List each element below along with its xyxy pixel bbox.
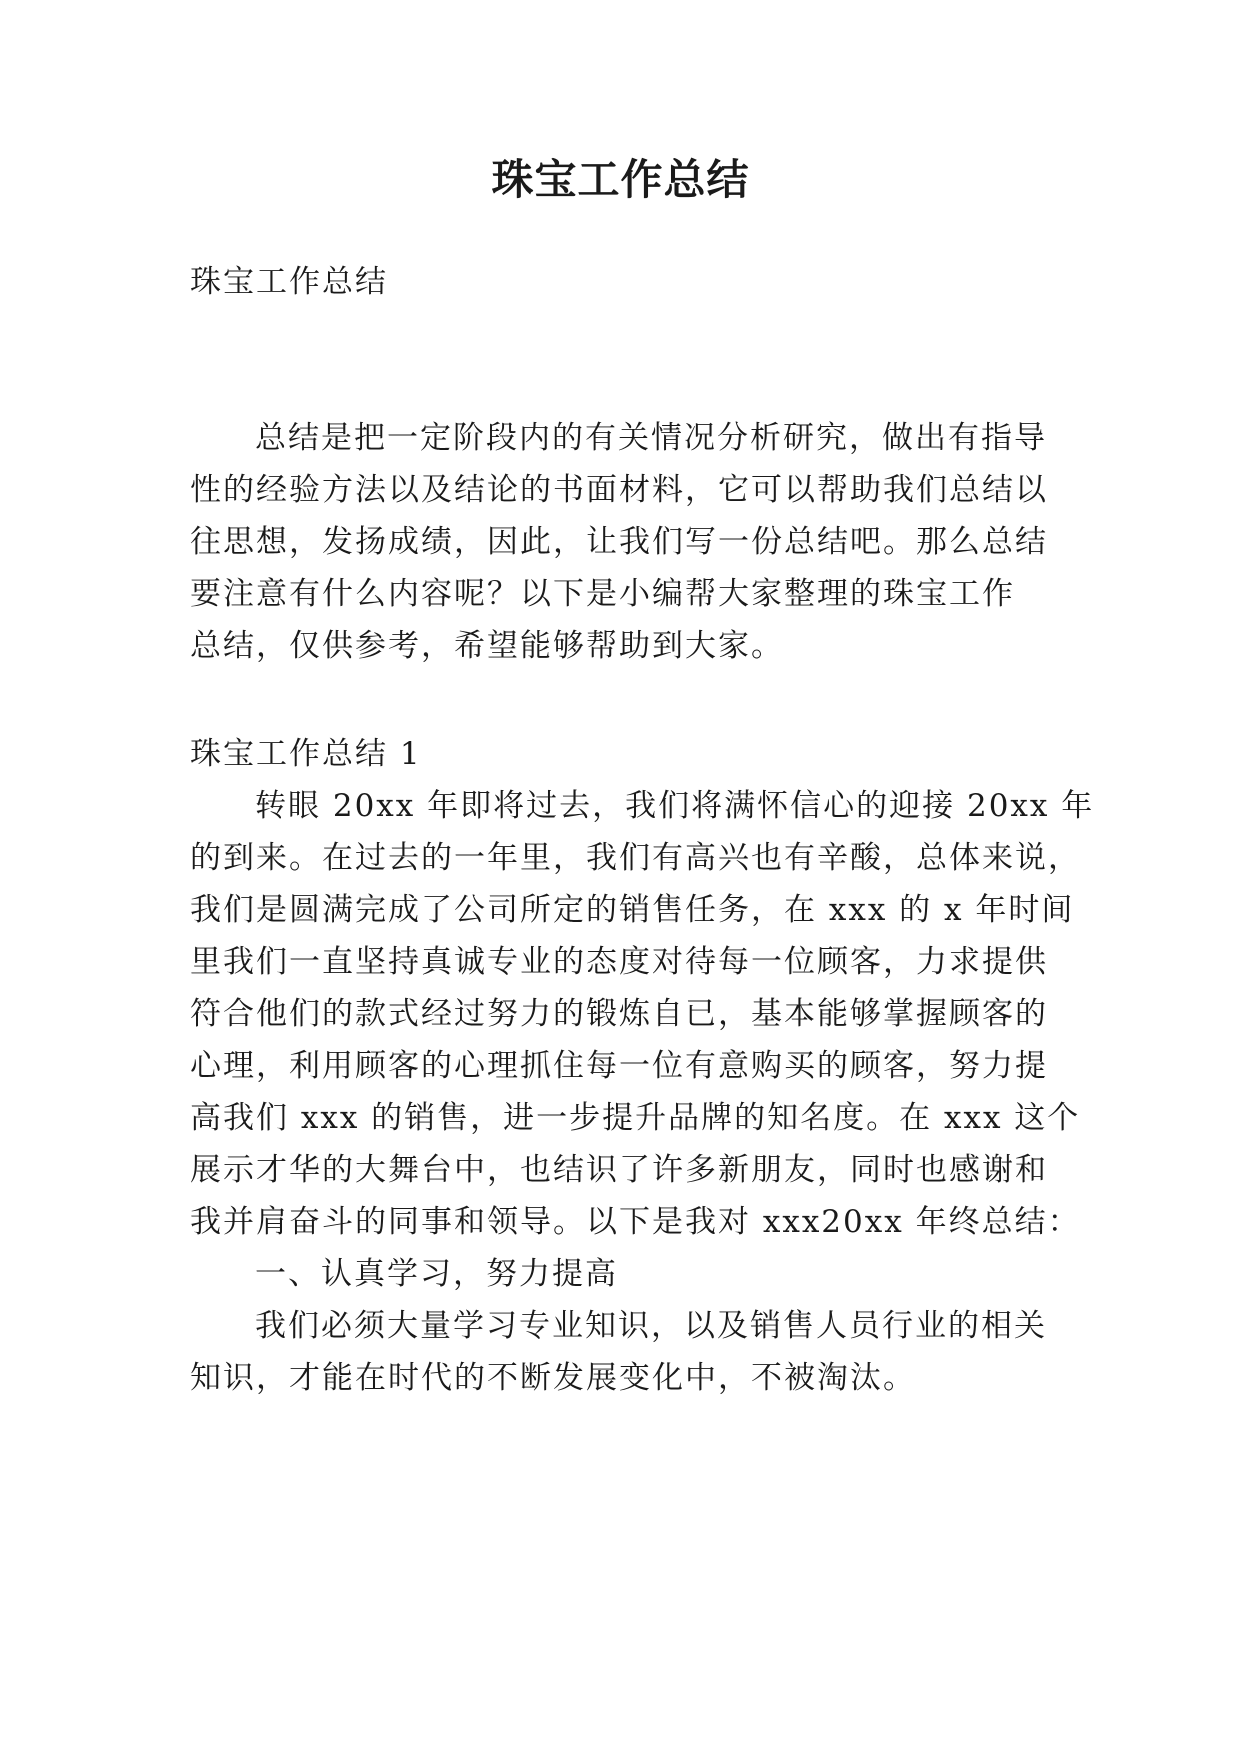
body-line: 高我们 xxx 的销售，进一步提升品牌的知名度。在 xxx 这个 [190,1100,1081,1136]
document-title: 珠宝工作总结 [491,155,750,204]
body-line: 符合他们的款式经过努力的锻炼自已，基本能够掌握顾客的 [190,996,1048,1032]
subheading: 一、认真学习，努力提高 [255,1256,618,1292]
body-line: 的到来。在过去的一年里，我们有高兴也有辛酸，总体来说， [190,840,1081,876]
intro-line: 总结，仅供参考，希望能够帮助到大家。 [190,628,784,664]
section-heading: 珠宝工作总结 1 [190,736,422,772]
body-line: 转眼 20xx 年即将过去，我们将满怀信心的迎接 20xx 年 [255,788,1095,824]
closing-line: 我们必须大量学习专业知识，以及销售人员行业的相关 [255,1308,1047,1344]
document-subtitle: 珠宝工作总结 [190,264,388,300]
body-line: 展示才华的大舞台中，也结识了许多新朋友，同时也感谢和 [190,1152,1048,1188]
body-line: 心理，利用顾客的心理抓住每一位有意购买的顾客，努力提 [190,1048,1048,1084]
body-line: 我们是圆满完成了公司所定的销售任务，在 xxx 的 x 年时间 [190,892,1075,928]
body-line: 里我们一直坚持真诚专业的态度对待每一位顾客，力求提供 [190,944,1048,980]
intro-line: 要注意有什么内容呢？以下是小编帮大家整理的珠宝工作 [190,576,1015,612]
body-line: 我并肩奋斗的同事和领导。以下是我对 xxx20xx 年终总结： [190,1204,1081,1240]
intro-line: 总结是把一定阶段内的有关情况分析研究，做出有指导 [255,420,1047,456]
intro-line: 往思想，发扬成绩，因此，让我们写一份总结吧。那么总结 [190,524,1048,560]
closing-line: 知识，才能在时代的不断发展变化中，不被淘汰。 [190,1360,916,1396]
intro-line: 性的经验方法以及结论的书面材料，它可以帮助我们总结以 [190,472,1048,508]
